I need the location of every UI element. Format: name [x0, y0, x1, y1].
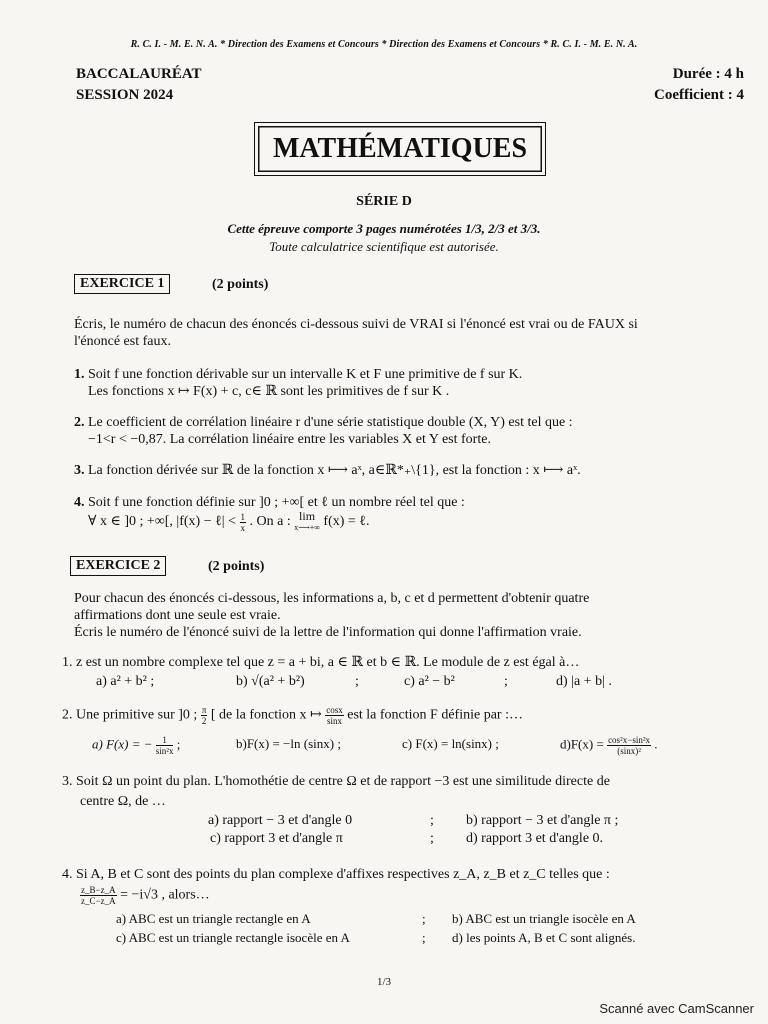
exercise-1-item-4: 4. Soit f une fonction définie sur ]0 ; +∞[ et ℓ un nombre réel tel que :	[74, 495, 465, 510]
subject-title-box	[254, 122, 546, 176]
exercise-2-q1-option-c: c) a² − b²	[404, 674, 455, 689]
exercise-2-q4-sep-c: ;	[422, 930, 426, 945]
exercise-2-q3-stem-cont: centre Ω, de …	[80, 794, 166, 809]
exercise-2-q3-sep-a: ;	[430, 813, 434, 828]
fraction-cos-over-sin: $\frac{\cos x}{\sin x}$	[326, 705, 343, 726]
exercise-1-item-3: 3. La fonction dérivée sur ℝ de la fonction x ⟼ aˣ, a∈ℝ*₊\{1}, est la fonction : x ⟼ aˣ.	[74, 463, 581, 478]
limit-operator: lim x⟶+∞	[294, 509, 320, 532]
exercise-2-q3-stem: 3. Soit Ω un point du plan. L'homothétie de centre Ω et de rapport −3 est une similitude directe de	[62, 774, 610, 789]
exercise-2-q1-option-d: d) |a + b| .	[556, 674, 612, 689]
exercise-1-item-2-cont: −1<r < −0,87. La corrélation linéaire entre les variables X et Y est forte.	[88, 432, 491, 447]
exercise-2-q2-option-a: a) F(x) = − $\frac{1}{\text{sin²x}}$ ;	[92, 735, 181, 756]
exercise-2-q4-stem: 4. Si A, B et C sont des points du plan complexe d'affixes respectives z_A, z_B et z_C telles que :	[62, 867, 610, 882]
exercise-1-item-4-cont: ∀ x ∈ ]0 ; +∞[, |f(x) − ℓ| < $\frac{1}{x}$ . On a : lim x⟶+∞ f(x) = ℓ.	[88, 509, 370, 533]
exercise-2-q2-stem: 2. Une primitive sur ]0 ; $\frac{\pi}{2}$ [ de la fonction x ↦ $\frac{\cos x}{\sin x}$ est la fonction F définie par :…	[62, 705, 523, 726]
exercise-2-q1-option-a: a) a² + b² ;	[96, 674, 155, 689]
exercise-1-item-1-cont: Les fonctions x ↦ F(x) + c, c∈ ℝ sont les primitives de f sur K .	[88, 384, 450, 399]
exercise-1-instruction: Écris, le numéro de chacun des énoncés ci-dessous suivi de VRAI si l'énoncé est vrai ou de FAUX si	[74, 317, 638, 332]
exercise-2-q4-option-a: a) ABC est un triangle rectangle en A	[116, 911, 311, 926]
exercise-2-q4-option-b: b) ABC est un triangle isocèle en A	[452, 911, 636, 926]
exercise-1-label: EXERCICE 1	[74, 274, 170, 294]
exercise-2-q3-option-d: d) rapport 3 et d'angle 0.	[466, 831, 604, 846]
exercise-2-instruction-cont: affirmations dont une seule est vraie.	[74, 608, 281, 623]
intro-pages: Cette épreuve comporte 3 pages numérotées 1/3, 2/3 et 3/3.	[227, 221, 541, 236]
exercise-2-q4-option-d: d) les points A, B et C sont alignés.	[452, 930, 636, 945]
exercise-2-points: (2 points)	[208, 559, 265, 574]
exercise-2-label: EXERCICE 2	[70, 556, 166, 576]
exercise-1-instruction-cont: l'énoncé est faux.	[74, 334, 171, 349]
exercise-2-q3-option-a: a) rapport − 3 et d'angle 0	[208, 813, 353, 828]
exam-name: BACCALAURÉAT	[76, 66, 202, 82]
exercise-2-q4-option-c: c) ABC est un triangle rectangle isocèle en A	[116, 930, 350, 945]
page-number: 1/3	[376, 976, 392, 988]
exercise-1-points: (2 points)	[212, 277, 269, 292]
exam-coefficient: Coefficient : 4	[654, 87, 744, 103]
exam-duration: Durée : 4 h	[672, 66, 744, 82]
fraction-option-d: $\frac{\text{cos²x−sin²x}}{\text{(sinx)²}}$	[608, 735, 651, 756]
exercise-2-q4-condition: $\frac{z\_B-z\_A}{z\_C-z\_A}$ = −i√3 , alors…	[81, 885, 210, 906]
exercise-1-item-1: 1. Soit f une fonction dérivable sur un intervalle K et F une primitive de f sur K.	[74, 367, 523, 382]
fraction-pi-over-2: $\frac{\pi}{2}$	[201, 705, 207, 726]
exercise-2-q2-option-c: c) F(x) = ln(sinx) ;	[402, 736, 499, 751]
exercise-2-instruction: Pour chacun des énoncés ci-dessous, les informations a, b, c et d permettent d'obtenir quatre	[74, 591, 590, 606]
exercise-2-q1-option-b: b) √(a² + b²)	[236, 674, 305, 689]
exercise-2-q3-option-c: c) rapport 3 et d'angle π	[210, 831, 343, 846]
exercise-2-q1-sep-c: ;	[504, 674, 508, 689]
fraction-one-over-x: $\frac{1}{x}$	[240, 511, 245, 533]
fraction-affix-ratio: $\frac{z\_B-z\_A}{z\_C-z\_A}$	[81, 885, 116, 906]
exercise-2-q4-sep-a: ;	[422, 911, 426, 926]
exercise-2-q2-option-b: b)F(x) = −ln (sinx) ;	[236, 736, 341, 751]
intro-calculator: Toute calculatrice scientifique est autorisée.	[269, 239, 499, 254]
ministry-header-line: R. C. I. - M. E. N. A. * Direction des Examens et Concours * Direction des Examens et Concours * R. C. I. - M. E. N. A.	[130, 39, 638, 50]
exercise-1-item-2: 2. Le coefficient de corrélation linéaire r d'une série statistique double (X, Y) est tel que :	[74, 415, 573, 430]
exercise-2-q2-option-d: d)F(x) = $\frac{\text{cos²x−sin²x}}{\text{(sinx)²}}$ .	[560, 735, 658, 756]
exercise-2-q3-sep-c: ;	[430, 831, 434, 846]
serie-label: SÉRIE D	[356, 194, 412, 209]
exercise-2-instruction-final: Écris le numéro de l'énoncé suivi de la lettre de l'information qui donne l'affirmation vraie.	[74, 625, 582, 640]
exercise-2-q3-option-b: b) rapport − 3 et d'angle π ;	[466, 813, 619, 828]
subject-title: MATHÉMATIQUES	[272, 133, 528, 164]
exercise-2-q1-stem: 1. z est un nombre complexe tel que z = a + bi, a ∈ ℝ et b ∈ ℝ. Le module de z est égal à…	[62, 655, 580, 670]
fraction-option-a: $\frac{1}{\text{sin²x}}$	[155, 735, 174, 756]
exam-session: SESSION 2024	[76, 87, 174, 103]
exercise-2-q1-sep-b: ;	[355, 674, 359, 689]
scanner-watermark: Scanné avec CamScanner	[599, 1001, 754, 1016]
